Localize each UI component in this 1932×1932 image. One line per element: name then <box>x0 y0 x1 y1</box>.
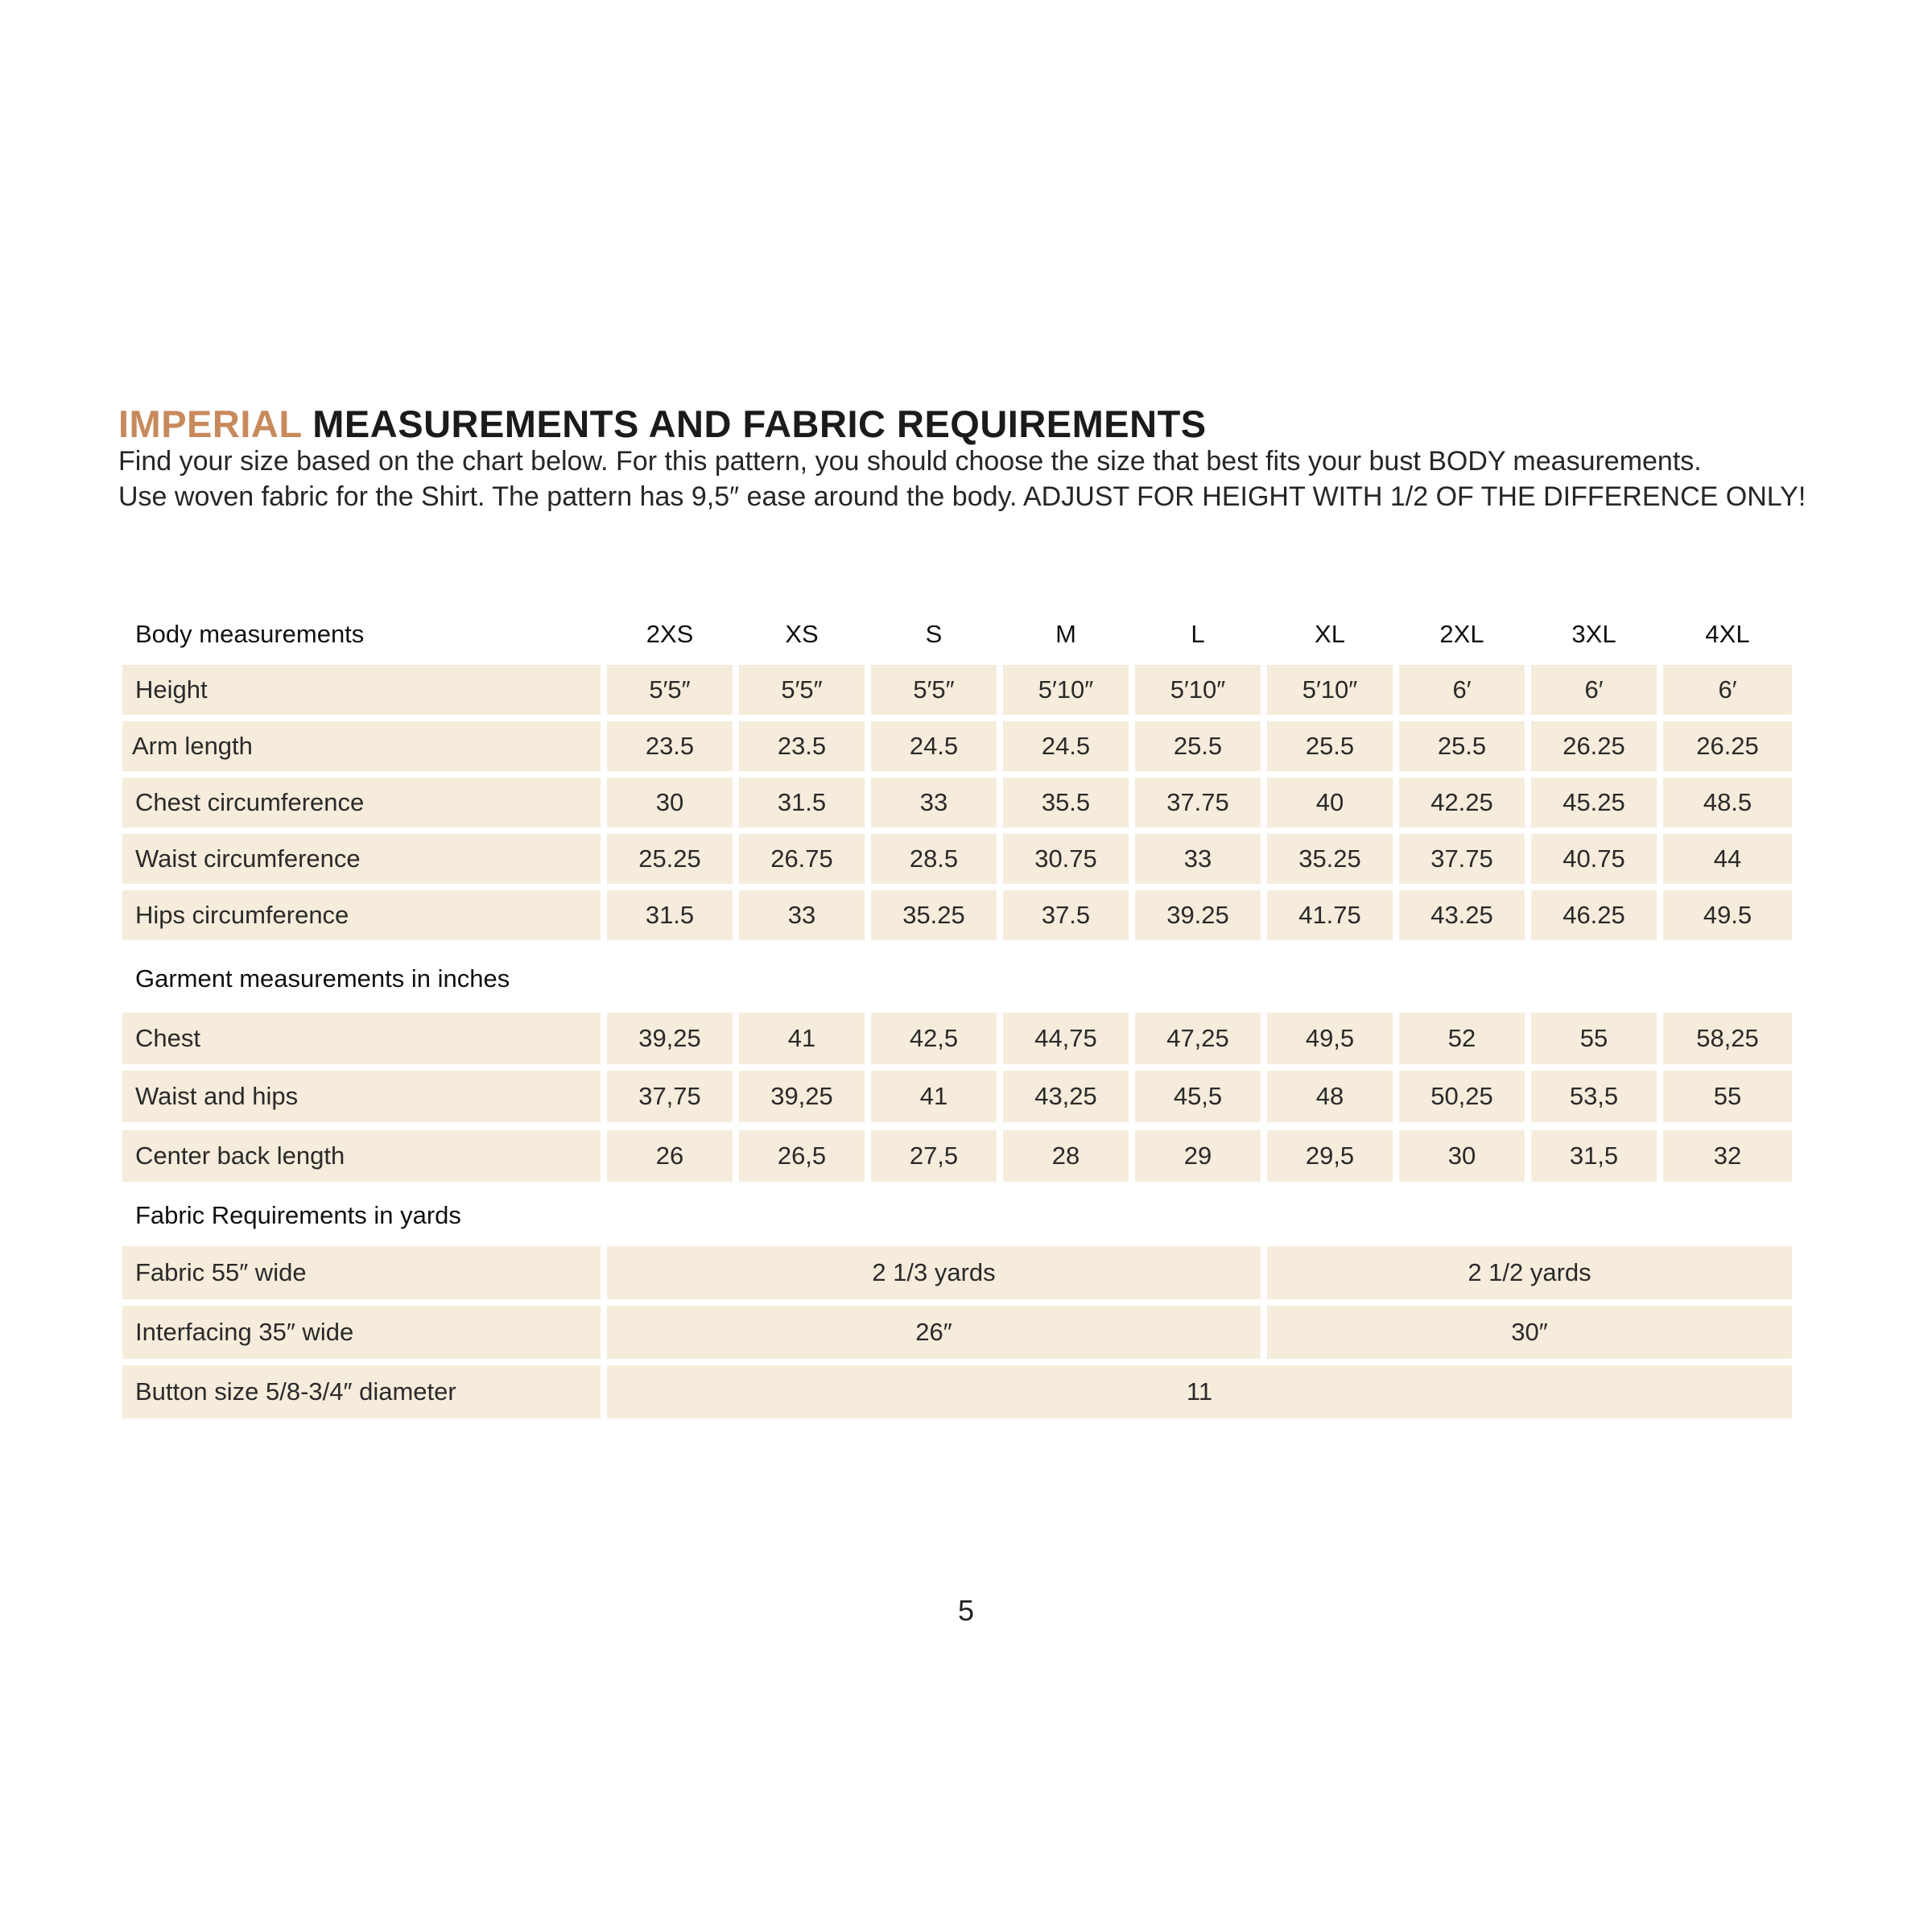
table-cell: 58,25 <box>1663 1013 1792 1064</box>
table-cell: 5′5″ <box>739 665 865 715</box>
table-row <box>122 1365 1792 1418</box>
table-row <box>122 1306 1792 1359</box>
table-cell: 53,5 <box>1531 1071 1657 1122</box>
table-cell: 30 <box>607 778 733 828</box>
table-cell: 44 <box>1663 834 1792 884</box>
table-cell: 37.75 <box>1399 834 1525 884</box>
row-label: Waist and hips <box>122 1071 601 1122</box>
table-cell: 5′10″ <box>1003 665 1129 715</box>
table-cell: 41.75 <box>1267 890 1393 940</box>
size-header: L <box>1191 620 1205 648</box>
merged-cell-sizes-2xs-l: 26″ <box>607 1306 1261 1359</box>
intro-text <box>118 444 1889 514</box>
table-row <box>122 1130 1792 1182</box>
table-cell: 24.5 <box>871 721 997 771</box>
table-cell: 39,25 <box>739 1071 865 1122</box>
table-cell: 5′10″ <box>1267 665 1393 715</box>
table-cell: 5′10″ <box>1135 665 1261 715</box>
row-label: Center back length <box>122 1130 601 1182</box>
table-cell: 46.25 <box>1531 890 1657 940</box>
table-cell: 26 <box>607 1130 733 1182</box>
row-label: Button size 5/8-3/4″ diameter <box>122 1365 601 1418</box>
intro-line-1: Find your size based on the chart below. For this pattern, you should choose the size that best fits your bust BODY measurements. <box>118 446 1702 477</box>
page-title <box>118 400 1207 448</box>
table-row <box>122 890 1792 940</box>
table-cell: 42,5 <box>871 1013 997 1064</box>
table-cell: 28 <box>1003 1130 1129 1182</box>
table-cell: 33 <box>1135 834 1261 884</box>
table-cell: 5′5″ <box>871 665 997 715</box>
table-cell: 35.25 <box>871 890 997 940</box>
table-cell: 5′5″ <box>607 665 733 715</box>
table-cell: 30 <box>1399 1130 1525 1182</box>
section-title: Fabric Requirements in yards <box>135 1201 461 1229</box>
table-cell: 41 <box>871 1071 997 1122</box>
table-cell: 47,25 <box>1135 1013 1261 1064</box>
row-label: Height <box>122 665 601 715</box>
row-label: Arm length <box>122 721 601 771</box>
table-cell: 26.25 <box>1531 721 1657 771</box>
row-label: Hips circumference <box>122 890 601 940</box>
table-cell: 6′ <box>1531 665 1657 715</box>
table-cell: 25.5 <box>1267 721 1393 771</box>
table-cell: 33 <box>739 890 865 940</box>
table-cell: 28.5 <box>871 834 997 884</box>
section-heading-garment <box>122 953 1792 1005</box>
table-cell: 23.5 <box>739 721 865 771</box>
table-cell: 55 <box>1663 1071 1792 1122</box>
table-row <box>122 1246 1792 1299</box>
title-accent: IMPERIAL <box>118 402 302 445</box>
size-header: 2XL <box>1439 620 1484 648</box>
row-label: Interfacing 35″ wide <box>122 1306 601 1359</box>
table-cell: 31.5 <box>739 778 865 828</box>
table-cell: 23.5 <box>607 721 733 771</box>
row-label: Waist circumference <box>122 834 601 884</box>
table-cell: 49.5 <box>1663 890 1792 940</box>
table-cell: 39.25 <box>1135 890 1261 940</box>
table-cell: 29 <box>1135 1130 1261 1182</box>
table-cell: 31,5 <box>1531 1130 1657 1182</box>
size-header: 3XL <box>1571 620 1616 648</box>
table-cell: 32 <box>1663 1130 1792 1182</box>
table-cell: 6′ <box>1663 665 1792 715</box>
intro-line-2: Use woven fabric for the Shirt. The pattern has 9,5″ ease around the body. ADJUST FOR HEIGHT WITH 1/2 OF THE DIFFERENCE ONLY! <box>118 481 1806 512</box>
table-cell: 50,25 <box>1399 1071 1525 1122</box>
table-row <box>122 721 1792 771</box>
table-cell: 39,25 <box>607 1013 733 1064</box>
table-cell: 55 <box>1531 1013 1657 1064</box>
table-row <box>122 1013 1792 1064</box>
table-cell: 33 <box>871 778 997 828</box>
table-cell: 40.75 <box>1531 834 1657 884</box>
table-cell: 45.25 <box>1531 778 1657 828</box>
table-cell: 43,25 <box>1003 1071 1129 1122</box>
table-cell: 40 <box>1267 778 1393 828</box>
page-number: 5 <box>957 1594 975 1627</box>
table-cell: 49,5 <box>1267 1013 1393 1064</box>
table-cell: 45,5 <box>1135 1071 1261 1122</box>
size-header: XS <box>785 620 819 648</box>
table-cell: 29,5 <box>1267 1130 1393 1182</box>
merged-cell-all-sizes: 11 <box>607 1365 1792 1418</box>
row-label: Fabric 55″ wide <box>122 1246 601 1299</box>
table-header-row <box>122 610 1792 658</box>
size-header: M <box>1055 620 1076 648</box>
table-cell: 48.5 <box>1663 778 1792 828</box>
header-label: Body measurements <box>135 620 365 648</box>
section-heading-fabric <box>122 1190 1792 1241</box>
table-cell: 37,75 <box>607 1071 733 1122</box>
table-cell: 30.75 <box>1003 834 1129 884</box>
table-cell: 44,75 <box>1003 1013 1129 1064</box>
table-cell: 24.5 <box>1003 721 1129 771</box>
table-cell: 43.25 <box>1399 890 1525 940</box>
section-title: Garment measurements in inches <box>135 964 510 993</box>
table-cell: 48 <box>1267 1071 1393 1122</box>
table-cell: 26.25 <box>1663 721 1792 771</box>
table-cell: 25.5 <box>1135 721 1261 771</box>
merged-cell-sizes-2xs-l: 2 1/3 yards <box>607 1246 1261 1299</box>
row-label: Chest circumference <box>122 778 601 828</box>
size-header: 2XS <box>646 620 694 648</box>
size-header: XL <box>1315 620 1345 648</box>
table-row <box>122 834 1792 884</box>
table-row <box>122 778 1792 828</box>
table-cell: 35.25 <box>1267 834 1393 884</box>
size-header: 4XL <box>1705 620 1750 648</box>
table-cell: 26,5 <box>739 1130 865 1182</box>
row-label: Chest <box>122 1013 601 1064</box>
table-cell: 37.75 <box>1135 778 1261 828</box>
table-cell: 27,5 <box>871 1130 997 1182</box>
size-header: S <box>925 620 943 648</box>
title-rest: MEASUREMENTS AND FABRIC REQUIREMENTS <box>312 402 1207 445</box>
merged-cell-sizes-xl-4xl: 30″ <box>1267 1306 1792 1359</box>
table-cell: 41 <box>739 1013 865 1064</box>
table-cell: 52 <box>1399 1013 1525 1064</box>
merged-cell-sizes-xl-4xl: 2 1/2 yards <box>1267 1246 1792 1299</box>
table-row <box>122 1071 1792 1122</box>
table-cell: 42.25 <box>1399 778 1525 828</box>
table-cell: 25.25 <box>607 834 733 884</box>
table-cell: 37.5 <box>1003 890 1129 940</box>
table-cell: 25.5 <box>1399 721 1525 771</box>
table-cell: 6′ <box>1399 665 1525 715</box>
table-cell: 26.75 <box>739 834 865 884</box>
table-cell: 31.5 <box>607 890 733 940</box>
table-cell: 35.5 <box>1003 778 1129 828</box>
table-row <box>122 665 1792 715</box>
